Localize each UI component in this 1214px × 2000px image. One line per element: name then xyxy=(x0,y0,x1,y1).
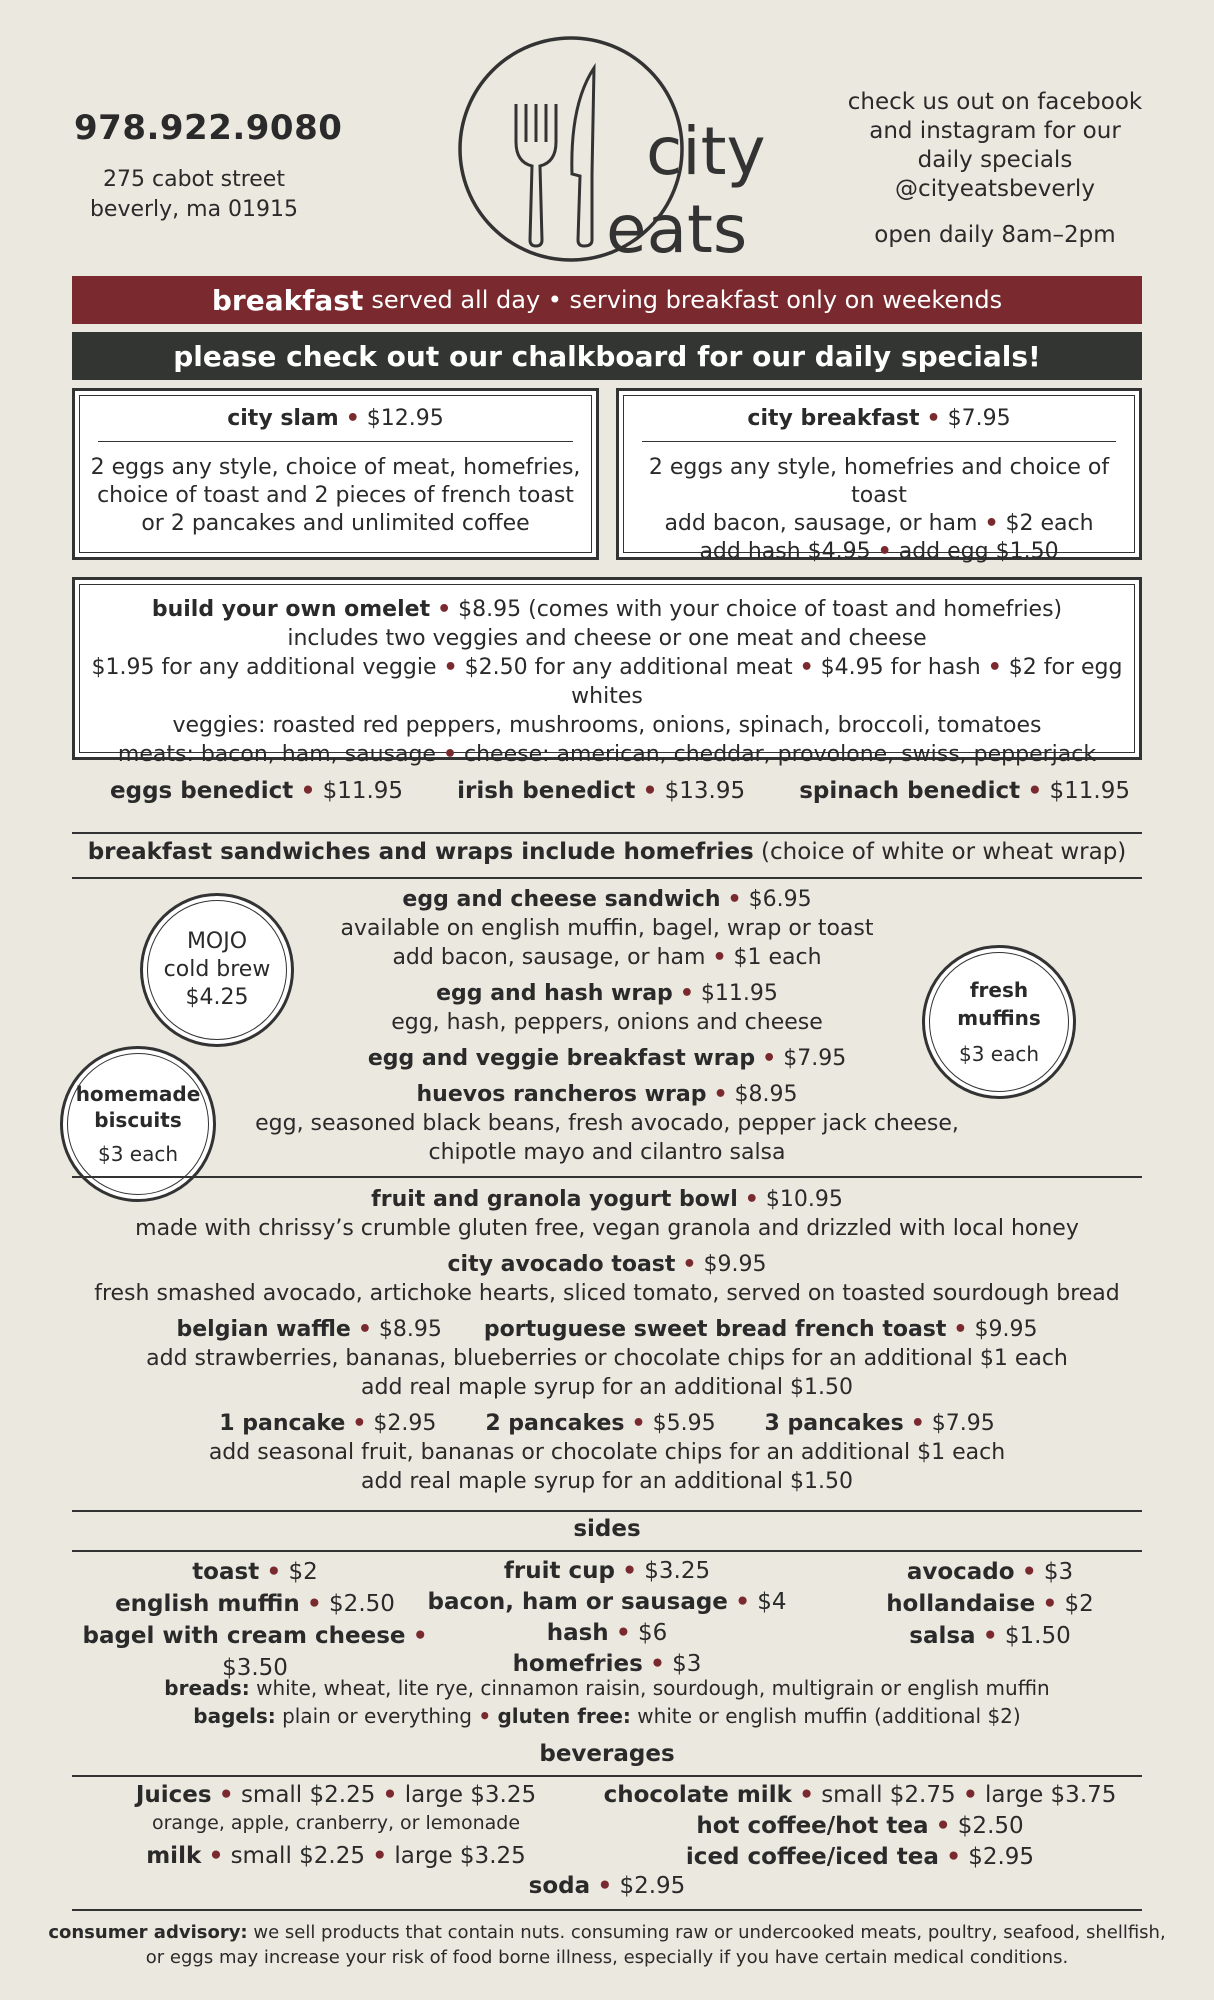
logo-word-city: city xyxy=(646,113,766,190)
opening-hours: open daily 8am–2pm xyxy=(874,222,1116,248)
omelet-extra-whites: $2 for egg whites xyxy=(571,655,1123,709)
egg-cheese-desc2: add bacon, sausage, or ham • $1 each xyxy=(392,945,822,970)
address-line1: 275 cabot street xyxy=(103,167,285,192)
mojo-sublabel: cold brew xyxy=(163,957,271,982)
separator-dot: • xyxy=(442,742,458,767)
city-breakfast-box xyxy=(616,388,1142,564)
omelet-meats: meats: bacon, ham, sausage xyxy=(117,742,436,767)
side-item: hollandaise • $2 xyxy=(886,1591,1094,1617)
divider xyxy=(72,1550,1142,1552)
benedicts-row xyxy=(72,778,1142,804)
chocolate-milk-item: chocolate milk • small $2.75 • large $3.75 xyxy=(603,1782,1117,1808)
omelet-box xyxy=(72,577,1142,767)
sides-col3 xyxy=(850,1556,1130,1652)
side-item: toast • $2 xyxy=(192,1559,318,1585)
juices-item: Juices • small $2.25 • large $3.25 xyxy=(135,1782,537,1808)
avocado-title: city avocado toast • $9.95 xyxy=(447,1252,767,1277)
benedict-item: eggs benedict • $11.95 xyxy=(110,778,404,804)
city-slam-desc2: choice of toast and 2 pieces of french toast xyxy=(97,483,574,508)
bagels-line: bagels: plain or everything • gluten free: white or english muffin (additional $2) xyxy=(193,1704,1021,1728)
omelet-extras xyxy=(80,653,1134,711)
breads-info xyxy=(0,1674,1214,1730)
addon-hash: add hash $4.95 xyxy=(699,539,871,564)
city-breakfast-price: $7.95 xyxy=(947,406,1011,431)
advisory-line2: or eggs may increase your risk of food borne illness, especially if you have certain medical conditions. xyxy=(145,1947,1069,1968)
logo-word-eats: eats xyxy=(606,191,748,264)
divider xyxy=(72,1510,1142,1512)
addon-price: $2 each xyxy=(1005,511,1094,536)
egg-cheese-title: egg and cheese sandwich • $6.95 xyxy=(402,887,812,912)
separator-dot: • xyxy=(984,511,999,536)
social-line2: and instagram for our xyxy=(869,118,1121,144)
divider xyxy=(72,832,1142,834)
mojo-price: $4.25 xyxy=(185,985,249,1010)
huevos-desc2: chipotle mayo and cilantro salsa xyxy=(428,1140,786,1165)
address-line2: beverly, ma 01915 xyxy=(89,197,299,222)
pancake-desc2: add real maple syrup for an additional $1.50 xyxy=(361,1469,853,1494)
phone-number: 978.922.9080 xyxy=(74,108,343,148)
sandwiches-header: breakfast sandwiches and wraps include homefries (choice of white or wheat wrap) xyxy=(87,839,1127,865)
address xyxy=(74,165,314,225)
juices-desc: orange, apple, cranberry, or lemonade xyxy=(151,1812,521,1834)
benedict-item: spinach benedict • $11.95 xyxy=(799,778,1130,804)
biscuits-label1: homemade xyxy=(75,1082,201,1106)
specials-list xyxy=(0,1185,1214,1496)
consumer-advisory xyxy=(0,1920,1214,1970)
breakfast-banner xyxy=(72,276,1142,324)
yogurt-desc: made with chrissy’s crumble gluten free, vegan granola and drizzled with local honey xyxy=(135,1216,1079,1241)
side-item: bacon, ham or sausage • $4 xyxy=(427,1589,787,1615)
addon-egg: add egg $1.50 xyxy=(898,539,1059,564)
city-slam-price: $12.95 xyxy=(366,406,444,431)
city-slam-name: city slam xyxy=(227,406,339,431)
yogurt-title: fruit and granola yogurt bowl • $10.95 xyxy=(371,1187,843,1212)
benedict-item: irish benedict • $13.95 xyxy=(457,778,746,804)
soda-item: soda • $2.95 xyxy=(528,1873,686,1899)
side-item: avocado • $3 xyxy=(906,1559,1074,1585)
divider xyxy=(72,1909,1142,1911)
city-slam-desc1: 2 eggs any style, choice of meat, homefries, xyxy=(90,455,581,480)
city-slam-box xyxy=(72,388,599,560)
separator-dot: • xyxy=(799,655,814,680)
mojo-cold-brew-badge xyxy=(140,893,294,1047)
mojo-label: MOJO xyxy=(186,929,248,954)
biscuits-label2: biscuits xyxy=(94,1108,182,1132)
beverages-title: beverages xyxy=(539,1741,675,1767)
city-eats-logo xyxy=(446,34,786,264)
omelet-veggies: veggies: roasted red peppers, mushrooms, onions, spinach, broccoli, tomatoes xyxy=(172,713,1042,738)
social-handle: @cityeatsbeverly xyxy=(895,176,1095,202)
addon-text: add bacon, sausage, or ham xyxy=(664,511,978,536)
omelet-meats-cheese xyxy=(80,740,1134,769)
city-breakfast-name: city breakfast xyxy=(747,406,920,431)
egg-cheese-desc1: available on english muffin, bagel, wrap or toast xyxy=(340,916,874,941)
waffle-desc2: add real maple syrup for an additional $1.50 xyxy=(361,1375,853,1400)
waffle-french-toast-title: belgian waffle • $8.95 portuguese sweet bread french toast • $9.95 xyxy=(176,1317,1038,1342)
side-item: homefries • $3 xyxy=(512,1651,702,1677)
pancake-desc1: add seasonal fruit, bananas or chocolate chips for an additional $1 each xyxy=(208,1440,1006,1465)
separator-dot: • xyxy=(987,655,1002,680)
sides-title: sides xyxy=(573,1516,641,1542)
city-breakfast-desc2 xyxy=(624,510,1134,538)
beverages-left xyxy=(96,1780,576,1872)
specials-banner: please check out our chalkboard for our daily specials! xyxy=(72,332,1142,380)
hash-wrap-desc: egg, hash, peppers, onions and cheese xyxy=(391,1010,823,1035)
omelet-title xyxy=(80,595,1134,624)
pancakes-title: 1 pancake • $2.95 2 pancakes • $5.95 3 pancakes • $7.95 xyxy=(219,1411,995,1436)
beverages-right xyxy=(600,1780,1120,1873)
breakfast-banner-bold: breakfast xyxy=(211,283,364,317)
separator-dot: • xyxy=(345,406,360,431)
biscuits-price: $3 each xyxy=(97,1142,179,1166)
divider xyxy=(72,1775,1142,1777)
city-breakfast-desc3 xyxy=(624,538,1134,566)
side-item: salsa • $1.50 xyxy=(909,1623,1071,1649)
huevos-desc1: egg, seasoned black beans, fresh avocado, pepper jack cheese, xyxy=(255,1111,959,1136)
veggie-wrap-title: egg and veggie breakfast wrap • $7.95 xyxy=(367,1046,847,1071)
omelet-cheese: cheese: american, cheddar, provolone, swiss, pepperjack xyxy=(464,742,1097,767)
waffle-desc1: add strawberries, bananas, blueberries or chocolate chips for an additional $1 each xyxy=(146,1346,1068,1371)
city-slam-title xyxy=(98,396,573,442)
muffins-label: fresh muffins xyxy=(957,978,1041,1030)
huevos-title: huevos rancheros wrap • $8.95 xyxy=(416,1082,798,1107)
city-breakfast-title xyxy=(642,396,1116,442)
omelet-name: build your own omelet xyxy=(151,597,431,622)
omelet-extra-veggie: $1.95 for any additional veggie xyxy=(91,655,437,680)
side-item: fruit cup • $3.25 xyxy=(503,1558,711,1584)
social-line1: check us out on facebook xyxy=(847,89,1143,115)
city-breakfast-desc1: 2 eggs any style, homefries and choice of toast xyxy=(648,455,1110,508)
side-item: bagel with cream cheese • $3.50 xyxy=(82,1623,428,1681)
separator-dot: • xyxy=(437,597,452,622)
divider xyxy=(72,877,1142,879)
side-item: english muffin • $2.50 xyxy=(115,1591,395,1617)
omelet-extra-meat: $2.50 for any additional meat xyxy=(464,655,793,680)
omelet-includes: includes two veggies and cheese or one meat and cheese xyxy=(287,626,927,651)
sides-col2 xyxy=(420,1556,794,1680)
avocado-desc: fresh smashed avocado, artichoke hearts, sliced tomato, served on toasted sourdough bread xyxy=(94,1281,1120,1306)
side-item: hash • $6 xyxy=(546,1620,668,1646)
separator-dot: • xyxy=(926,406,941,431)
iced-coffee-item: iced coffee/iced tea • $2.95 xyxy=(685,1844,1035,1870)
divider xyxy=(72,1176,1142,1178)
social-line3: daily specials xyxy=(917,147,1073,173)
separator-dot: • xyxy=(443,655,458,680)
omelet-extra-hash: $4.95 for hash xyxy=(820,655,981,680)
social-info xyxy=(840,88,1150,204)
advisory-line1: consumer advisory: we sell products that contain nuts. consuming raw or undercooked meats, poultry, seafood, shellfish, xyxy=(48,1922,1166,1943)
separator-dot: • xyxy=(877,539,892,564)
sides-col1 xyxy=(60,1556,450,1684)
breads-line: breads: white, wheat, lite rye, cinnamon raisin, sourdough, multigrain or english muffin xyxy=(164,1676,1050,1700)
city-slam-desc3: or 2 pancakes and unlimited coffee xyxy=(141,511,530,536)
hot-coffee-item: hot coffee/hot tea • $2.50 xyxy=(696,1813,1024,1839)
muffins-badge xyxy=(922,945,1076,1099)
hash-wrap-title: egg and hash wrap • $11.95 xyxy=(436,981,778,1006)
milk-item: milk • small $2.25 • large $3.25 xyxy=(146,1843,526,1869)
omelet-price: $8.95 (comes with your choice of toast and homefries) xyxy=(458,597,1063,622)
muffins-price: $3 each xyxy=(958,1042,1040,1066)
biscuits-badge xyxy=(60,1046,216,1202)
breakfast-banner-text: served all day • serving breakfast only on weekends xyxy=(371,286,1003,314)
